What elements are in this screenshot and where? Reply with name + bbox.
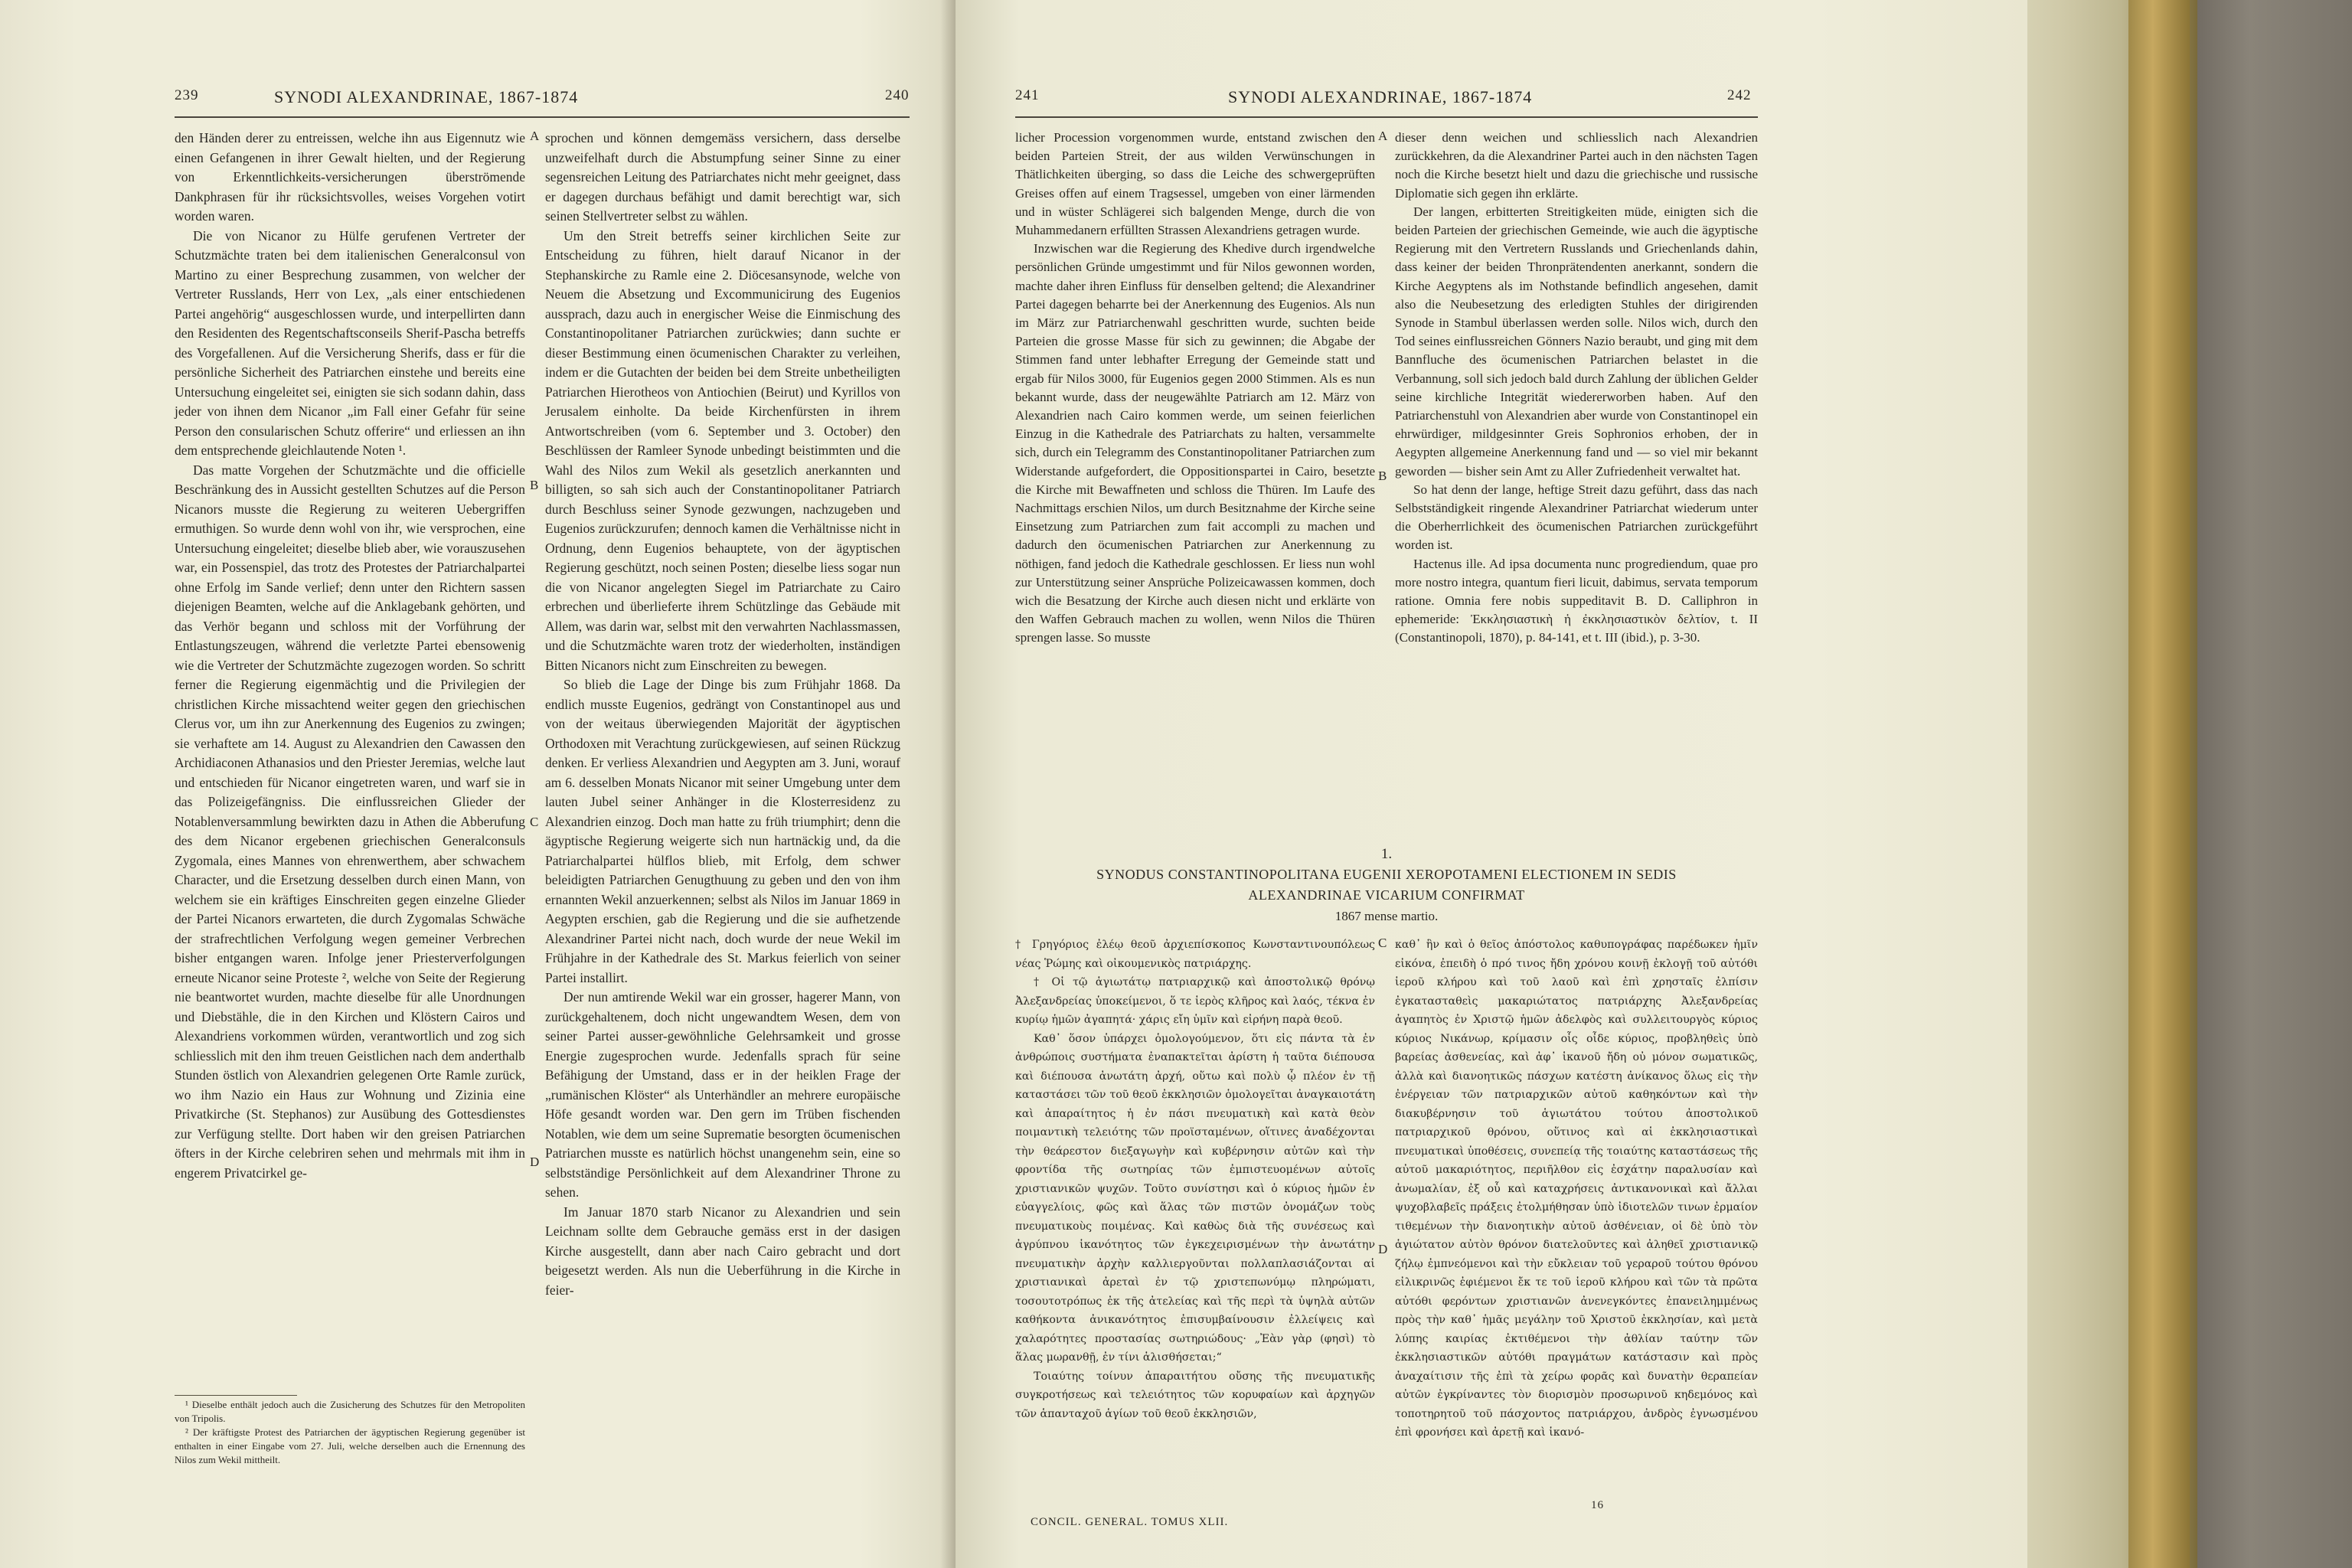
paragraph: Der langen, erbitterten Streitigkeiten müde, einigten sich die beiden Parteien der griechischen Gemeinde, wie auch die ägyptische Regierung mit den Vertretern Russlands und Griechenlands dahin, dass keiner der beiden Thronprätendenten anerkannt, sondern die Kirche Aegyptens als im Nothstande befindlich angesehen, damit also die Neubesetzung des erledigten Stuhles der dirigirenden Synode in Stambul überlassen werden solle. Nilos wich, durch den Tod seines einflussreichen Gönners Nazio beraubt, und ging mit dem Bannfluche des öcumenischen Patriarchen belastet in die Verbannung, soll sich jedoch bald durch Zahlung der üblichen Gelder seine kirchliche Integrität wiedererworben haben. Auf den Patriarchenstuhl von Alexandrien aber wurde von Constantinopel ein ehrwürdiger, mildgesinnter Greis Sophronios erhoben, der in Aegypten allgemeine Anerkennung fand und — so viel mir bekannt geworden — bisher sein Amt zu Aller Zufriedenheit verwaltet hat. bbox=[1395, 204, 1758, 479]
paragraph: dieser denn weichen und schliesslich nach Alexandrien zurückkehren, da die Alexandriner Partei auch in den nächsten Tagen noch die Kirche besetzt hielt und dazu die griechische und russische Diplomatie sich gegen ihn erklärte. bbox=[1395, 130, 1758, 201]
header-rule bbox=[1015, 116, 1758, 118]
section-date: 1867 mense martio. bbox=[1334, 909, 1439, 923]
margin-letter: A bbox=[1378, 129, 1388, 143]
text-column-1 bbox=[175, 129, 525, 1183]
paragraph: Inzwischen war die Regierung des Khedive durch irgendwelche persönlichen Gründe umgestimmt und für Nilos gewonnen worden, machte daher ihren Einfluss für denselben geltend; die Alexandriner Partei dagegen beharrte bei der Anerkennung des Eugenios. Als nun im März zur Patriarchenwahl geschritten wurde, suchten beide Parteien die grosse Masse für sich zu gewinnen; die Abgabe der Stimmen fand unter lebhafter Erregung der Gemeinde statt und ergab für Nilos 3000, für Eugenios gegen 2000 Stimmen. Als es nun bekannt wurde, dass der neugewählte Patriarch am 12. März von Alexandrien nach Cairo kommen werde, um seinen feierlichen Einzug in die Kathedrale des Patriarchats zu halten, versammelte sich, durch ein Telegramm des Constantinopolitaner Patriarchen zum Widerstande aufgefordert, die Oppositionspartei in Cairo, besetzte die Kirche mit Bewaffneten und schloss die Thüren. Im Laufe des Nachmittags erschien Nilos, um durch Besitznahme der Kirche seine Einsetzung zum Patriarchen zum fait accompli zu machen und dadurch den öcumenischen Patriarchen zur Anerkennung zu nöthigen, fand jedoch die Kathedrale geschlossen. Er liess nun wohl zur Unterstützung seiner Ansprüche Polizeicawassen kommen, doch wich die Besatzung der Kirche auch diesen nicht und erklärte von den Waffen Gebrauch machen zu wollen, wenn Nilos die Thüren sprengen lasse. So musste bbox=[1015, 241, 1375, 645]
margin-letter: D bbox=[530, 1155, 540, 1169]
paragraph: Τοιαύτης τοίνυν ἀπαραιτήτου οὔσης τῆς πνευματικῆς συγκροτήσεως καὶ τελειότητος τῶν κορυφαίων καὶ ἀρχηγῶν τῶν ἁπανταχοῦ ἁγίων τοῦ θεοῦ ἐκκλησιῶν, bbox=[1015, 1370, 1375, 1420]
right-page bbox=[956, 0, 2027, 1568]
text-column-2 bbox=[1395, 129, 1758, 648]
page-number: 242 bbox=[1727, 87, 1752, 103]
margin-letter: D bbox=[1378, 1242, 1388, 1256]
paragraph: † Γρηγόριος ἐλέῳ θεοῦ ἀρχιεπίσκοπος Κωνσταντινουπόλεως νέας Ῥώμης καὶ οἰκουμενικὸς πατριάρχης. bbox=[1015, 939, 1375, 970]
margin-letter: B bbox=[530, 478, 539, 492]
margin-letter: C bbox=[1378, 936, 1387, 950]
paragraph: Im Januar 1870 starb Nicanor zu Alexandrien und sein Leichnam sollte dem Gebrauche gemäss erst in der dasigen Kirche ausgestellt, dann aber nach Cairo gebracht und dort beigesetzt werden. Als nun die Ueberführung in die Kirche in feier- bbox=[545, 1204, 900, 1298]
paragraph: So hat denn der lange, heftige Streit dazu geführt, dass das nach Selbstständigkeit ringende Alexandriner Patriarchat wiederum unter die Oberherrlichkeit des öcumenischen Patriarchen zurückgeführt worden ist. bbox=[1395, 482, 1758, 553]
paragraph: So blieb die Lage der Dinge bis zum Frühjahr 1868. Da endlich musste Eugenios, gedrängt von Constantinopel aus und von der weitaus überwiegenden Majorität der ägyptischen Orthodoxen mit Verachtung zurückgewiesen, auf seinen Rückzug denken. Er verliess Alexandrien und Aegypten am 3. Juni, worauf am 6. desselben Monats Nicanor mit seiner Umgebung unter dem lauten Jubel seiner Anhänger in die Klosterresidenz zu Alexandrien einzog. Doch man hatte zu früh triumphirt; denn die ägyptische Regierung weigerte sich nun hartnäckig und, da die Patriarchalpartei hülflos blieb, mit Erfolg, dem schwer beleidigten Patriarchen Genugthuung zu geben und den von ihm ernannten Wekil anzuerkennen; selbst als Nilos im Januar 1869 in Aegypten erschien, gab die Regierung und die sie aufhetzende Alexandriner Partei nicht nach, doch wurde der neue Wekil im Frühjahre in der Kathedrale des St. Markus feierlich von seiner Partei installirt. bbox=[545, 677, 900, 985]
margin-letter: A bbox=[530, 129, 540, 143]
paragraph: Hactenus ille. Ad ipsa documenta nunc progrediendum, quae pro more nostro integra, quantum fieri licuit, dabimus, servata temporum ratione. Omnia fere nobis suppeditavit B. D. Calliphron in ephemeride: Ἐκκλησιαστικὴ ἡ ἐκκλησιαστικὸν δελτίον, t. II (Constantinopoli, 1870), p. 84-141, et t. III (ibid.), p. 3-30. bbox=[1395, 556, 1758, 645]
text-column-1 bbox=[1015, 129, 1375, 648]
paragraph: Um den Streit betreffs seiner kirchlichen Seite zur Entscheidung zu führen, hielt darauf Nicanor in der Stephanskirche zu Ramle eine 2. Diöcesansynode, welche von Neuem die Absetzung und Excommunicirung des Eugenios aussprach, dazu auch in energischer Weise die Einmischung des Constantinopolitaner Patriarchen zurückwies; dann suchte er dieser Bestimmung einen öcumenischen Charakter zu verleihen, indem er die Gutachten der beiden bei dem Streite unbetheiligten Patriarchen Hierotheos von Antiochien (Beirut) und Kyrillos von Jerusalem einholte. Da beide Kirchenfürsten in ihrem Antwortschreiben (vom 6. September und 3. October) den Beschlüssen der Ramleer Synode unbedingt beistimmten und die Wahl des Nilos zum Wekil als gesetzlich anerkannten und billigten, so sah sich auch der Constantinopolitaner Patriarch durch Beschluss seiner Synode gezwungen, nachzugeben und Eugenios zurückzurufen; dennoch kamen die Verhältnisse nicht in Ordnung, denn Eugenios behauptete, von der ägyptischen Regierung geschützt, noch seinen Posten; dieselbe liess sogar nun die von Nicanor angelegten Siegel im Patriarchate zu Cairo erbrechen und überlieferte ihrem Schützlinge das Gebäude mit Allem, was darin war, selbst mit den verwahrten Nachlassmassen, und die Schutzmächte waren trotz der wiederholten, inständigen Bitten Nicanors nicht zum Einschreiten zu bewegen. bbox=[545, 227, 900, 673]
section-title-line: ALEXANDRINAE VICARIUM CONFIRMAT bbox=[1248, 887, 1525, 903]
margin-letter: B bbox=[1378, 469, 1387, 483]
page-number: 240 bbox=[885, 87, 910, 103]
paragraph: Der nun amtirende Wekil war ein grosser, hagerer Mann, von zurückgehaltenem, doch nicht ungewandtem Wesen, dem von seiner Partei ausser-gewöhnliche Gelehrsamkeit und grosse Energie zugesprochen wurde. Jedenfalls sprach für seine Befähigung der Umstand, dass er in der heiklen Frage der „rumänischen Klöster“ als Unterhändler an mehrere europäische Höfe gesandt worden war. Den gern im Trüben fischenden Notablen, wie dem um seine Suprematie besorgten öcumenischen Patriarchen musste es natürlich höchst unangenehm sein, eine so selbstständige Persönlichkeit auf dem Alexandriner Throne zu sehen. bbox=[545, 989, 900, 1200]
paragraph: den Händen derer zu entreissen, welche ihn aus Eigennutz wie einen Gefangenen in ihrer Gewalt hielten, und der Regierung von Erkenntlichkeits-versicherungen überströmende Dankphrasen für ihr rücksichtsvolles, weises Vorgehen votirt worden waren. bbox=[175, 130, 525, 224]
greek-column-2 bbox=[1395, 936, 1758, 1442]
running-title: SYNODI ALEXANDRINAE, 1867-1874 bbox=[274, 87, 579, 106]
left-page bbox=[0, 0, 956, 1568]
section-heading bbox=[1015, 844, 1758, 926]
book-cover-edge bbox=[2128, 0, 2190, 1568]
footnote-rule bbox=[175, 1395, 297, 1396]
desk-background bbox=[2182, 0, 2352, 1568]
footnote: ¹ Dieselbe enthält jedoch auch die Zusicherung des Schutzes für den Metropoliten von Tripolis. bbox=[175, 1399, 525, 1424]
margin-letter: C bbox=[530, 815, 539, 829]
greek-column-1 bbox=[1015, 936, 1375, 1423]
footnote: ² Der kräftigste Protest des Patriarchen der ägyptischen Regierung gegenüber ist enthalten in einer Eingabe vom 27. Juli, welche derselben auch die Ernennung des Nilos zum Wekil mittheilt. bbox=[175, 1426, 525, 1465]
running-title: SYNODI ALEXANDRINAE, 1867-1874 bbox=[1228, 87, 1533, 106]
footnotes bbox=[175, 1398, 525, 1467]
paragraph: καθ᾽ ἣν καὶ ὁ θεῖος ἀπόστολος καθυπογράφας παρέδωκεν ἡμῖν εἰκόνα, ἐπειδὴ ὁ πρό τινος ἤδη χρόνου κοινῇ ἐκλογῇ τοῦ αὐτόθι ἱεροῦ κλήρου καὶ τοῦ λαοῦ καὶ ἐπὶ χρησταῖς ἐλπίσιν ἐγκατασταθεὶς μακαριώτατος πατριάρχης Ἀλεξανδρείας ἀγαπητὸς ἐν Χριστῷ ἡμῶν ἀδελφὸς καὶ συλλειτουργὸς κύριος κύριος Νικάνωρ, κρίμασιν οἷς οἶδε κύριος, προβληθεὶς ὑπὸ βαρείας ἀσθενείας, καὶ ἀφ᾽ ἱκανοῦ ἤδη οὐ μόνον σωματικῶς, ἀλλὰ καὶ διανοητικῶς πάσχων κατέστη ἀνίκανος ὅλως εἰς τὴν ἐνέργειαν τῶν πατριαρχικῶν αὐτοῦ καθηκόντων καὶ τὴν διακυβέρνησιν τοῦ ἁγιωτάτου τούτου ἀποστολικοῦ πατριαρχικοῦ θρόνου, οὕτινος καὶ αἱ ἐκκλησιαστικαὶ πνευματικαὶ ὑποθέσεις, συνεπείᾳ τῆς τοιαύτης καταστάσεως τῆς αὐτοῦ μακαριότητος, περιῆλθον εἰς ἐσχάτην παραλυσίαν καὶ ἀνωμαλίαν, ἐξ οὗ καὶ καταχρήσεις ἀντικανονικαὶ καὶ ἄλλαι ψυχοβλαβεῖς πράξεις ἐτολμήθησαν ὑπὸ ἰδιοτελῶν τινων ἐρμαίον τιθεμένων τὴν διανοητικὴν αὐτοῦ ἀσθένειαν, οἱ δὲ ὑπὸ τὸν ἁγιώτατον αὐτὸν θρόνον διατελοῦντες καὶ ἀληθεῖ χριστιανικῷ ζήλῳ ἐμπνεόμενοι καὶ τὴν εὔκλειαν τοῦ γεραροῦ τούτου θρόνου εἰλικρινῶς ἐφιέμενοι ἔκ τε τοῦ ἱεροῦ κλήρου καὶ τῶν τὰ πρῶτα αὐτόθι φερόντων χριστιανῶν ἀνενεγκόντες ἐπανειλημμένως πρὸς τὴν καθ᾽ ἡμᾶς μεγάλην τοῦ Χριστοῦ ἐκκλησίαν, καὶ μετὰ λύπης καιρίας ἐκτιθέμενοι τὴν ἀθλίαν ταύτην τῶν ἐκκλησιαστικῶν αὐτόθι πραγμάτων κατάστασιν καὶ πρὸς ἀναχαίτισιν τῆς ἐπὶ τὰ χείρω φορᾶς καὶ δυνατὴν θεραπείαν αὐτῶν ἐγκρίναντες τὸν διορισμὸν προσωρινοῦ κηδεμόνος καὶ τοποτηρητοῦ τοῦ πάσχοντος πατριάρχου, ἀνδρὸς ἐγνωσμένου ἐπὶ φρονήσει καὶ ἀρετῇ καὶ ἱκανό- bbox=[1395, 939, 1758, 1439]
section-number: 1. bbox=[1380, 846, 1393, 862]
paragraph: † Οἱ τῷ ἁγιωτάτῳ πατριαρχικῷ καὶ ἀποστολικῷ θρόνῳ Ἀλεξανδρείας ὑποκείμενοι, ὅ τε ἱερὸς κλῆρος καὶ λαός, τέκνα ἐν κυρίῳ ἡμῶν ἀγαπητά· χάρις εἴη ὑμῖν καὶ εἰρήνη παρὰ θεοῦ. bbox=[1015, 976, 1375, 1026]
paragraph: sprochen und können demgemäss versichern, dass derselbe unzweifelhaft durch die Abstumpfung seiner Sinne zu einer segensreichen Leitung des Patriarchates nicht mehr geeignet, dass er dagegen durchaus befähigt und damit berechtigt war, sich seinen Stellvertreter selbst zu wählen. bbox=[545, 130, 900, 224]
paragraph: Καθ᾽ ὅσον ὑπάρχει ὁμολογούμενον, ὅτι εἰς πάντα τὰ ἐν ἀνθρώποις συστήματα ἐναπακτεῖται ἀρίστη ἡ ταῦτα διέπουσα καὶ διέπουσα ἀνωτάτη ἀρχή, οὕτω καὶ πολὺ ᾧ πλέον ἐν τῇ καταστάσει τῶν τοῦ θεοῦ ἐκκλησιῶν ὁμολογεῖται ἀναγκαιοτάτη καὶ ἀπαραίτητος ἡ ἐν πάσι πνευματικὴ καὶ κατὰ θεὸν ποιμαντικὴ τελειότης τῶν προϊσταμένων, οἵτινες ἀναδέχονται τὴν θεάρεστον διεξαγωγὴν καὶ κυβέρνησιν αὐτῶν καὶ τὴν φροντίδα τῆς σωτηρίας τῶν ἐμπιστευομένων αὐτοῖς χριστιανικῶν ψυχῶν. Τοῦτο συνίστησι καὶ ὁ κύριος ἡμῶν ἐν εὐαγγελίοις, φῶς καὶ ἅλας τῶν πιστῶν ὀνομάζων τοὺς πνευματικοὺς ποιμένας. Καὶ καθὼς διὰ τῆς συνέσεως καὶ ἀγρύπνου ἱκανότητος τῶν ἐγκεχειρισμένων τὴν ἀνωτάτην πνευματικὴν ἀρχὴν καλλιεργοῦνται πολλαπλασιάζονται αἱ χριστιανικαὶ ἀρεταὶ ἐν τῷ χριστεπωνύμῳ πληρώματι, τοσουτοτρόπως ἐκ τῆς ἀτελείας καὶ τῆς περὶ τὰ ὑψηλὰ αὐτῶν καθήκοντα ἀνικανότητος ἐπισυμβαίνουσιν ἐλλείψεις καὶ χαλαρότητες προστασίας σωτηριώδους· „Ἐὰν γὰρ (φησὶ) τὸ ἅλας μωρανθῇ, ἐν τίνι ἁλισθήσεται;“ bbox=[1015, 1032, 1375, 1364]
header-rule bbox=[175, 116, 910, 118]
paragraph: licher Procession vorgenommen wurde, entstand zwischen den beiden Parteien Streit, der aus wilden Verwünschungen in Thätlichkeiten überging, so dass die Leiche des schwergeprüften Greises offen auf einem Tragsessel, umgeben von einer lärmenden und in wüster Schlägerei sich balgenden Menge, durch die von Muhammedanern erfüllten Strassen Alexandriens getragen wurde. bbox=[1015, 130, 1375, 238]
signature-mark: CONCIL. GENERAL. TOMUS XLII. bbox=[1031, 1516, 1229, 1528]
text-column-2 bbox=[545, 129, 900, 1300]
page-number: 239 bbox=[175, 87, 199, 103]
page-number: 241 bbox=[1015, 87, 1040, 103]
sheet-number: 16 bbox=[1591, 1499, 1604, 1511]
paragraph: Die von Nicanor zu Hülfe gerufenen Vertreter der Schutzmächte traten bei dem italienischen Generalconsul von Martino zu einer Besprechung zusammen, von welcher der Vertreter Russlands, Herr von Lex, „als einer entschiedenen Partei angehörig“ ausgeschlossen wurde, und interpellirten dann den Residenten des Regentschaftsconseils Sherif-Pascha betreffs des Vorgefallenen. Auf die Versicherung Sherifs, dass er für die persönliche Sicherheit des Patriarchen einstehe und bereits eine Untersuchung eingeleitet sei, einigten sie sich sodann dahin, dass jeder von ihnen dem Nicanor „im Fall einer Gefahr für seine Person den consularischen Schutz offerire“ und erliessen an ihn dem entsprechende gleichlautende Noten ¹. bbox=[175, 227, 525, 458]
paragraph: Das matte Vorgehen der Schutzmächte und die officielle Beschränkung des in Aussicht gestellten Schutzes auf die Person Nicanors musste die Regierung zu weiteren Uebergriffen ermuthigen. So wurde denn wohl von ihr, wie versprochen, eine Untersuchung eingeleitet; dieselbe blieb aber, wie vorauszusehen war, ein Possenspiel, das trotz des Protestes der Patriarchalpartei ohne Erfolg im Sande verlief; denn unter den Richtern sassen diejenigen Beamten, welche auf die Anklagebank gehörten, und das Verhör begann und schloss mit der Vorführung der Entlastungszeugen, während die verletzte Partei ebensowenig wie die Vertreter der Schutzmächte zugezogen worden. So schritt ferner die Regierung eigenmächtig und die Privilegien der christlichen Kirche missachtend weiter gegen den griechischen Clerus vor, um ihn zur Anerkennung des Eugenios zu zwingen; sie verhaftete am 14. August zu Alexandrien den Cawassen den Archidiaconen Athanasios und den Priester Jeremias, welche laut und entschieden für Nicanor eingetreten waren, und warf sie in das Polizeigefängniss. Die einflussreichen Glieder der Notablenversammlung bewirkten dazu in Athen die Abberufung des dem Nicanor ergebenen griechischen Generalconsuls Zygomala, eines Mannes von ehrenwerthem, aber schwachem Character, und die Ersetzung desselben durch einen Mann, von welchem sie ein kräftiges Einschreiten gegen einzelne Glieder der Partei Nicanors erwarteten, die durch Zygomalas Schwäche der strafrechtlichen Verfolgung wegen gemeiner Verbrechen bisher entgangen waren. Infolge jener Priesterverfolgungen erneute Nicanor seine Proteste ², welche von Seite der Regierung nie beantwortet wurden, machte dieselbe für alle Unordnungen und Diebstähle, die in den Kirchen und Klöstern Cairos und Alexandriens vorkommen würden, verantwortlich und zog sich schliesslich mit den ihm treuen Geistlichen nach dem anderthalb Stunden östlich von Alexandrien gelegenen Orte Ramle zurück, wo ihm Nazio ein Haus zur Wohnung und Zizinia eine Privatkirche (St. Stephanos) zur Ausübung des Gottesdienstes zur Verfügung stellte. Dort haben wir den greisen Patriarchen öfters in der Kirche celebriren sehen und mehrmals mit ihm in engerem Privatcirkel ge- bbox=[175, 462, 525, 1181]
section-title-line: SYNODUS CONSTANTINOPOLITANA EUGENII XEROPOTAMENI ELECTIONEM IN SEDIS bbox=[1096, 867, 1677, 882]
